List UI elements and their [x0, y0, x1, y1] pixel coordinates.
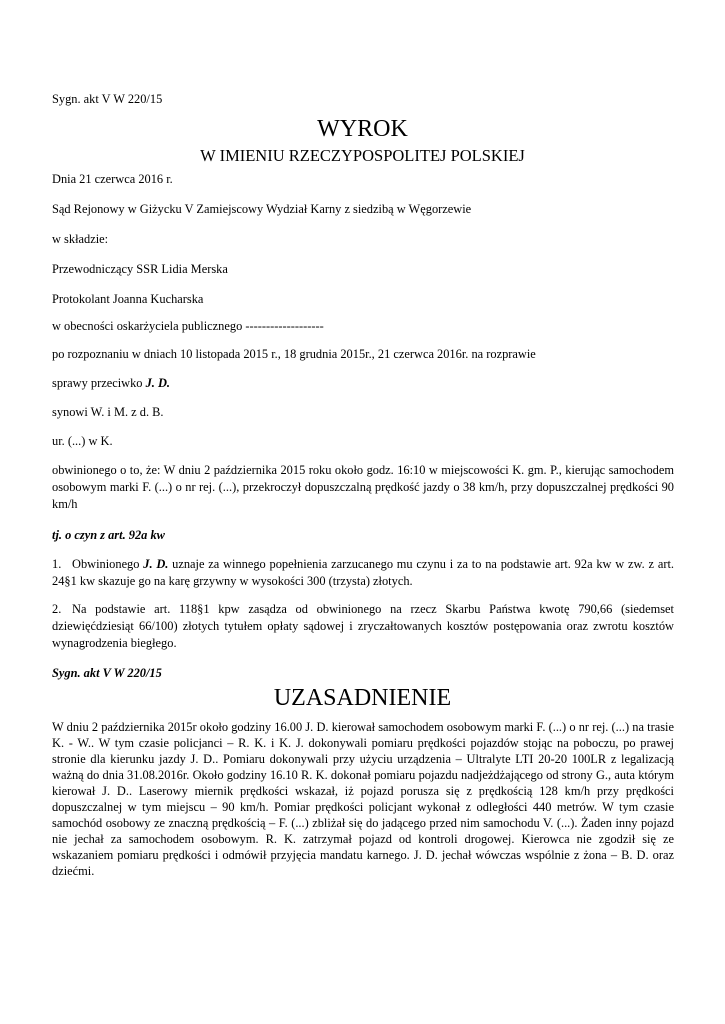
- justification-case-reference: Sygn. akt V W 220/15: [52, 666, 162, 680]
- verdict-point-prefix: Obwinionego: [72, 557, 144, 571]
- hearing-dates: po rozpoznaniu w dniach 10 listopada 2015 r., 18 grudnia 2015r., 21 czerwca 2016r. na rozprawie: [52, 347, 536, 361]
- verdict-subtitle: W IMIENIU RZECZYPOSPOLITEJ POLSKIEJ: [200, 146, 525, 165]
- case-against: [52, 376, 170, 391]
- verdict-point-text: Na podstawie art. 118§1 kpw zasądza od obwinionego na rzecz Skarbu Państwa kwotę 790,66 (siedemset dziewięćdziesiąt 66/100) złotych tytułem opłaty sądowej i zryczałtowanych kosztów postępowania oraz zwrotu kosztów wynagrodzenia biegłego.: [52, 602, 674, 650]
- charge-article: tj. o czyn z art. 92a kw: [52, 528, 165, 542]
- verdict-point-defendant: J. D.: [143, 557, 169, 571]
- case-against-prefix: sprawy przeciwko: [52, 376, 146, 390]
- prosecutor-presence: w obecności oskarżyciela publicznego -------------------: [52, 319, 324, 333]
- defendant-parents: synowi W. i M. z d. B.: [52, 405, 164, 419]
- composition-label: w składzie:: [52, 232, 109, 246]
- justification-title: UZASADNIENIE: [273, 685, 452, 711]
- verdict-point-number: 1.: [52, 557, 62, 571]
- verdict-point-text: uznaje za winnego popełnienia zarzucanego mu czynu i za to na podstawie art. 92a kw w zw. z art. 24§1 kw skazuje go na karę grzywny w wysokości 300 (trzysta) złotych.: [52, 557, 674, 588]
- justification-paragraph: W dniu 2 października 2015r około godziny 16.00 J. D. kierował samochodem osobowym marki F. (...) o nr rej. (...) na trasie K. - W.. W tym czasie policjanci – R. K. i K. J. dokonywali pomiaru prędkości pojazdów stojąc na poboczu, po prawej stronie dla kierunku jazdy J. D.. Pomiaru dokonywali przy użyciu urządzenia – Ultralyte LTI 20-20 100LR z legalizacją ważną do dnia 31.08.2016r. Około godziny 16.10 R. K. dokonał pomiaru pojazdu nadjeżdżającego od strony G., auta którym kierował J. D.. Laserowy miernik prędkości wskazał, iż pojazd porusza się z prędkością 128 km/h przy prędkości dopuszczalnej w tym miejscu – 90 km/h. Pomiar prędkości policjant wykonał z odległości 440 metrów. W tym czasie samochód osobowy ze znaczną prędkością – F. (...) zbliżał się do jadącego przed nim samochodu V. (...). Żaden inny pojazd nie jechał za samochodem osobowym. R. K. zatrzymał pojazd od kontroli drogowej. Kierowca nie zgodził się ze wskazaniem pomiaru prędkości i odmówił przyjęcia mandatu karnego. J. D. jechał wówczas wspólnie z żona – B. D. oraz dziećmi.: [52, 720, 674, 878]
- verdict-point-1: [52, 556, 674, 590]
- verdict-point-number: 2.: [52, 602, 62, 616]
- case-reference: Sygn. akt V W 220/15: [52, 92, 163, 106]
- verdict-title: WYROK: [317, 116, 408, 142]
- defendant-birth: ur. (...) w K.: [52, 434, 113, 448]
- court-name: Sąd Rejonowy w Giżycku V Zamiejscowy Wydział Karny z siedzibą w Węgorzewie: [52, 202, 472, 216]
- verdict-date: Dnia 21 czerwca 2016 r.: [52, 172, 173, 186]
- presiding-judge: Przewodniczący SSR Lidia Merska: [52, 262, 228, 276]
- charge-description: obwinionego o to, że: W dniu 2 października 2015 roku około godz. 16:10 w miejscowości K. gm. P., kierując samochodem osobowym marki F. (...) o nr rej. (...), przekroczył dopuszczalną prędkość jazdy o 38 km/h, przy dopuszczalnej prędkości 90 km/h: [52, 463, 674, 511]
- defendant-name: J. D.: [145, 376, 171, 390]
- verdict-point-2: [52, 601, 674, 652]
- court-clerk: Protokolant Joanna Kucharska: [52, 292, 204, 306]
